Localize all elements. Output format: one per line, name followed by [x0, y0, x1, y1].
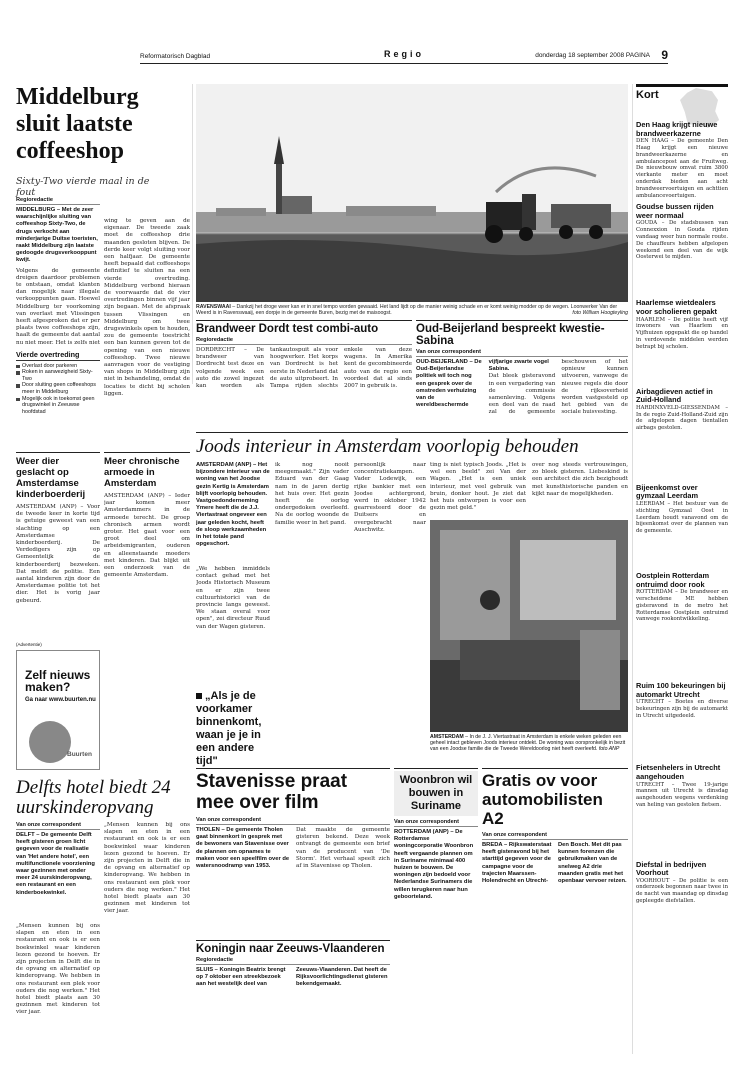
- joods-column-4: [430, 462, 526, 518]
- gratis-byline: Van onze correspondent: [482, 832, 628, 840]
- kort-item-text: GOUDA – De stadsbussen van Connexxion in Gouda rijden vandaag weer hun normale route. De chauffeurs hebben afgelopen weekend een deel van de wijk Oosterwei te mijden.: [636, 220, 728, 261]
- kort-item: [636, 388, 728, 481]
- interior-image: [430, 520, 628, 732]
- delft-headline: Delfts hotel biedt 24 uurskinderopvang: [16, 777, 171, 818]
- kort-item: [636, 299, 728, 384]
- joods-text-2: ik nog nooit meegemaakt." Zijn vader Eduard van der Gaag nam in de jaren dertig het huis over. Het gezin heeft de oorlog ondergedoken overleefd. Na de oorlog woonde de familie weer in het pand.: [275, 462, 349, 526]
- delft-byline: Van onze correspondent: [16, 822, 100, 830]
- kort-item-text: DEN HAAG – De gemeente Den Haag krijgt een nieuwe brandweerkazerne en ambulancepost aan de Fruitweg. De nieuwbouw omvat ruim 3800 vierkante meter en moet onderdak bieden aan acht brandweervoertuigen en achttien ambulancevoertuigen.: [636, 138, 728, 199]
- stavenisse-text: Dat maakte de gemeente gisteren bekend. Deze week ontvangt de gemeente een brief van de producent van 'De Storm'. Het verhaal speelt zich af in Stavenisse op Tholen.: [296, 827, 390, 870]
- kort-item-title: Bijeenkomst over gymzaal Leerdam: [636, 482, 699, 501]
- gratis-text: BREDA – Rijkswaterstaat heeft gisteravond bij het starttijd gegeven voor de campagne voor de trajecten Maarssen-Holendrecht en Utrecht-Den Bosch. Met dit pas kunnen forenzen die gebruikmaken van de snelweg A2 drie maanden gratis met het openbaar vervoer reizen.: [482, 842, 627, 885]
- joods-text-5: over nog steeds vertrouwingen, zo bleek gisteren. Liebeskind is een architect die zich bezighoudt met kunsthistorische panden en kijkt naar de mogelijkheden.: [532, 462, 628, 497]
- weer-article: [16, 452, 100, 632]
- photo-credit: foto William Hoogteyling: [572, 310, 628, 317]
- middelburg-byline: Regioredactie: [16, 197, 100, 205]
- kort-item-title: Den Haag krijgt nieuwe brandweerkazerne: [636, 120, 718, 138]
- woonbron-text: ROTTERDAM (ANP) – De Rotterdamse woningcorporatie Woonbron heeft vergaande plannen om in Suriname minimaal 400 huizen te bouwen. De woningen zijn bedoeld voor Nederlandse Surinamers die willen terugkeren naar hun geboorteland.: [394, 829, 474, 900]
- kort-item-title: Oostplein Rotterdam ontruimd door rook: [636, 570, 710, 589]
- kort-item: [636, 572, 728, 679]
- gratis-headline: Gratis ov voor automobilisten A2: [482, 771, 603, 828]
- kort-item-text: UTRECHT – Boetes en diverse bekeuringen zijn bij de automarkt in Utrecht uitgedeeld.: [636, 699, 728, 719]
- weer-headline: Weer dier geslacht op Amsterdamse kinderboerderij: [16, 456, 86, 500]
- koningin-article: [196, 940, 390, 1063]
- interior-credit: foto ANP: [598, 746, 620, 753]
- photo-caption: [196, 304, 628, 316]
- kort-item: [636, 121, 728, 200]
- kort-item-title: Ruim 100 bekeuringen bij automarkt Utrecht: [636, 681, 726, 699]
- ad-headline: Zelf nieuws maken?: [25, 668, 91, 694]
- buurten-logo-icon: [29, 721, 71, 763]
- middelburg-body-1: Volgens de gemeente dreigen daardoor problemen te ontstaan, omdat klanten dan mogelijk naar illegale verkooppunten gaan. Hoewel Middelburg ter voorkoming van overlast met Vlissingen heeft afgesproken dat er per plaats twee coffeeshops zijn, haalt de gemeente dat aantal nu niet meer. Het is zelfs niet: [16, 267, 100, 346]
- woonbron-article: [394, 768, 478, 1065]
- interior-caption: [430, 734, 628, 753]
- joods-column-2: [275, 462, 349, 740]
- joods-text-1: „We hebben inmiddels contact gehad met het Joods Historisch Museum en er zijn twee cultuurhistorici van de provincie langs geweest. We staan overal voor open", zei directeur Ruud van der Wagen gisteren.: [196, 566, 270, 630]
- interior-caption-label: AMSTERDAM: [430, 734, 464, 740]
- joods-text-3: persoonlijk naar concentratiekampen. Vader Lodewijk, een rijke bankier met een Joodse achtergrond, werd in oktober 1942 gearresteerd door de Duitsers en overgebracht naar Auschwitz.: [354, 462, 426, 533]
- middelburg-column-1: [16, 197, 100, 415]
- delft-column-1: [16, 822, 100, 1053]
- kort-item-text: HARDINXVELD-GIESSENDAM – In de regio Zuid-Holland-Zuid zijn de afgelopen dagen tientallen airbags gestolen.: [636, 404, 728, 432]
- joods-pullquote: „Als je de voorkamer binnenkomt, waan je je in een andere tijd": [196, 690, 262, 767]
- middelburg-box-title: Vierde overtreding: [16, 350, 100, 361]
- oudbeijerland-byline: Van onze correspondent: [416, 349, 628, 357]
- koningin-text: SLUIS – Koningin Beatrix brengt op 7 oktober een streekbezoek aan het westelijk deel van Zeeuws-Vlaanderen. Dat heeft de Rijksvoorlichtingsdienst gisteren bekendgemaakt.: [196, 967, 388, 988]
- oudbeijerland-lead: OUD-BEIJERLAND – De Oud-Beijerlandse politiek wil toch nog een gesprek over de omstreden verhuizing van de wereldbeschermde vijfjarige zwarte vogel Sabina.: [416, 359, 549, 409]
- column-rule: [192, 84, 193, 384]
- kort-item-text: HAARLEM – De politie heeft vijf inwoners van Haarlem en Vijfhuizen opgepakt die op handel in verdovende middelen werden betrapt bij scholen.: [636, 316, 728, 350]
- kort-item: [636, 861, 728, 938]
- stavenisse-headline: Stavenisse praat mee over film: [196, 771, 348, 813]
- kort-item-title: Diefstal in bedrijven Voorhout: [636, 859, 707, 878]
- koningin-byline: Regioredactie: [196, 957, 390, 965]
- kort-item-title: Airbagdieven actief in Zuid-Holland: [636, 386, 713, 405]
- armoede-text: AMSTERDAM (ANP) – Ieder jaar komen meer Amsterdammers in de armoede terecht. De groep chronisch armen wordt groter. Het gaat voor een groot deel om arbeidsmigranten, ouderen en alleenstaande moeders met kinderen. Dat blijkt uit een onderzoek van de gemeente Amsterdam.: [104, 493, 190, 579]
- armoede-article: [104, 452, 190, 803]
- list-item: Door sluiting geen coffeeshops meer in Middelburg: [16, 382, 100, 395]
- delft-text: „Mensen kunnen bij ons slapen en eten in een restaurant en ook is er een boekwinkel waar kinderen lezen gezond te hoeven. Er zijn projecten in Delft die in de opvang en alternatief op kinderopvang. We hebben in ons restaurant een plek voor ouders die nog werken." Het hotel biedt plaats aan 30 gezinnen met kinderen tot vier jaar.: [16, 923, 100, 1016]
- oudbeijerland-text: Dat bleek gisteravond in een vergadering van de commissie samenleving. Volgens een deel van de raad zal de gemeente beschouwen of het opnieuw kunnen uitvoeren, vanwege de nieuwe regels die door de rijksoverheid worden vastgesteld op het gebied van de sociale huisvesting.: [488, 359, 628, 416]
- kort-item-text: LEERDAM – Het bestuur van de stichting Gymzaal Oost in Leerdam houdt vanavond om de bijeenkomst over de plannen van de gemeente.: [636, 500, 728, 535]
- kort-item: [636, 484, 728, 569]
- weer-text: AMSTERDAM (ANP) – Voor de tweede keer in korte tijd is getuige geweest van een slachting op een Amsterdamse kinderboerderij. De Verdedigers zijn op Gemeentelijk de kinderboerderij bezweken. Dat meldt de politie. Een aantal kinderen zijn door de Amsterdamse politie tot het dier. Het is vorig jaar gebeurd.: [16, 504, 100, 604]
- oudbeijerland-headline: Oud-Beijerland bespreekt kwestie-Sabina: [416, 323, 605, 347]
- photo-caption-text: – Dankzij het droge weer kan er in snel tempo worden gewaaid. Het land lijdt op die manier weinig schade en er komt weinig modder op de wegen. Loonwerker Van der Weerd is in Ravenswaaij, een dorpje in de gemeente Buren, bezig met de maisoogst.: [196, 304, 618, 317]
- harvest-scene-image: [196, 84, 628, 302]
- middelburg-column-2: [104, 218, 190, 438]
- column-rule: [632, 84, 633, 1054]
- kort-item: [636, 203, 728, 296]
- kort-item-title: Goudse bussen rijden weer normaal: [636, 202, 714, 220]
- kort-item-text: ROTTERDAM – De brandweer en verscheidene ME hebben gisteravond in de metro het Rotterdamse Oostplein ontruimd vanwege rookontwikkeling.: [636, 589, 728, 623]
- issue-date: donderdag 18 september 2008 PAGINA: [535, 52, 650, 59]
- masthead: [140, 48, 668, 64]
- ad-cta: Ga naar www.buurten.nu: [25, 697, 96, 703]
- kort-item-text: UTRECHT – Twee 19-jarige mannen uit Utrecht is dinsdag aangehouden wegens verdenking van heling van gestolen fietsen.: [636, 781, 728, 808]
- kort-item: [636, 682, 728, 761]
- stavenisse-byline: Van onze correspondent: [196, 817, 390, 825]
- joods-column-1: [196, 462, 270, 768]
- middelburg-body-2: wing te geven aan de eigenaar. De tweede zaak moet de coffeeshop drie maanden gesloten blijven. De derde keer volgt sluiting voor een halfjaar. De gemeente heeft bepaald dat coffeeshops definitief te sluiten na een vierde overtreding. Middelburg verbond hieraan de voorwaarde dat de vier overtredingen binnen vijf jaar zijn begaan. Met de afspraak tussen Vlissingen en Middelburg om twee drugswinkels open te houden, zou de gemeente toestricht een ban kunnen geven tot de opening van een nieuwe coffeeshop. Twee nieuwe aanvragen voor de vestiging van shops in Middelburg zijn niet in behandeling, omdat de locaties te dicht bij scholen liggen.: [104, 218, 190, 397]
- kort-title: Kort: [636, 89, 659, 101]
- brandweer-byline: Regioredactie: [196, 337, 412, 345]
- ad-brand: Buurten: [67, 751, 92, 758]
- middelburg-headline: Middelburg sluit laatste coffeeshop: [16, 84, 139, 164]
- list-item: Roken in aanwezigheid Sixty-Two: [16, 369, 100, 382]
- middelburg-subtitle: Sixty-Two vierde maal in de fout: [16, 176, 150, 198]
- woonbron-headline: Woonbron wil bouwen in Suriname: [394, 771, 478, 816]
- joods-lead: AMSTERDAM (ANP) – Het bijzondere interieur van de woning van het Joodse gezin Kertig is Amsterdam blijft voorlopig behouden. Vastgoedonderneming Ymere heeft die de J.J. Viertastraat ongeveer een jaar geleden kocht, heeft de sloop werkzaamheden in het totale pand opgeschort.: [196, 462, 270, 548]
- stavenisse-lead: THOLEN – De gemeente Tholen gaat binnenkort in gesprek met de bewoners van Stavenisse over de plannen om opnames te maken voor een speelfilm over de watersnoodramp van 1953.: [196, 827, 290, 870]
- publication-name: Reformatorisch Dagblad: [140, 53, 211, 60]
- section-name: Regio: [383, 49, 424, 59]
- photo-harvest: [196, 84, 628, 302]
- joods-headline: Joods interieur in Amsterdam voorlopig behouden: [196, 436, 579, 457]
- kort-list: [636, 118, 728, 1058]
- brandweer-article: [196, 320, 412, 427]
- joods-column-3: [354, 462, 426, 740]
- photo-interior: [430, 520, 628, 732]
- photo-caption-label: RAVENSWAAI: [196, 304, 231, 310]
- kort-item-title: Haarlemse wietdealers voor scholieren gepakt: [636, 298, 717, 316]
- kort-item: [636, 764, 728, 857]
- list-item: Mogelijk ook in toekomst geen drugswinkel in Zeeuwse hoofdstad: [16, 396, 100, 416]
- brandweer-headline: Brandweer Dordt test combi-auto: [196, 323, 379, 335]
- koningin-headline: Koningin naar Zeeuws-Vlaanderen: [196, 943, 385, 955]
- joods-text-4: ting is niet typisch Joods. „Het is wel een beeld" zei Van der Wagen. „Het is een uniek interieur, met veel gebruik van bruin, donker hout. Je ziet dat het huis ontworpen is voor een gezin met geld.": [430, 462, 526, 512]
- delft-text-continued: „Mensen kunnen bij ons slapen en eten in een restaurant en ook is er een boekwinkel waar kinderen lezen gezond te hoeven. Er zijn projecten in Delft die in de opvang en alternatief op kinderopvang. We hebben in ons restaurant een plek voor ouders die nog werken." Het hotel biedt plaats aan 30 gezinnen met kinderen tot vier jaar.: [104, 822, 190, 915]
- middelburg-lead: MIDDELBURG – Met de zeer waarschijnlijke sluiting van coffeeshop Sixty-Two, de drugs verkocht aan minderjarige Duitse toeristen, raakt Middelburg zijn laatste gedoogde drugsverkooppunt kwijt.: [16, 207, 98, 264]
- joods-column-5: [532, 462, 628, 518]
- ad-label: (Advertentie): [16, 642, 42, 647]
- kort-item-title: Fietsenhelers in Utrecht aangehouden: [636, 763, 721, 781]
- armoede-headline: Meer chronische armoede in Amsterdam: [104, 456, 180, 489]
- interior-caption-text: – In de J. J. Viertastraat in Amsterdam is enkele weken geleden een geheel intact gebleven Joods interieur ontdekt. De woning was oorspronkelijk in bezit van een Joodse familie die de Tweede Wereldoorlog niet heeft overleefd.: [430, 734, 626, 753]
- brandweer-text: DORDRECHT – De brandweer van Dordrecht test deze en volgende week een auto die zowel ingezet kan worden als tankautospuit als voor hoogwerker. Het korps van Dordrecht is het eerste in Nederland dat de auto uitprobeert. In Tampa rijden slechts enkele van deze wagens. In Amerika kent de gecombineerde auto van de regio een voordeel dat al sinds 2007 in gebruik is.: [196, 347, 412, 390]
- page-number: 9: [661, 48, 668, 62]
- woonbron-byline: Van onze correspondent: [394, 819, 478, 827]
- middelburg-box-list: [16, 363, 100, 416]
- oudbeijerland-article: [416, 320, 628, 439]
- kort-item-text: VOORHOUT – De politie is een onderzoek begonnen naar twee in de nacht van maandag op dinsdag gepleegde diefstallen.: [636, 877, 728, 905]
- list-item: Overlast door parkeren: [16, 363, 100, 370]
- stavenisse-article: [196, 768, 390, 947]
- delft-lead: DELFT – De gemeente Delft heeft gisteren groen licht gegeven voor de realisatie van 'Het andere hotel', een multifunctionele voorziening waar gezinnen met onder meer 24 uurskinderopvang, een restaurant en een kinderboekwinkel.: [16, 832, 95, 896]
- gratis-article: [482, 768, 628, 1068]
- advertisement[interactable]: [16, 650, 100, 770]
- delft-column-2: [104, 822, 190, 1048]
- joods-article: [196, 432, 628, 458]
